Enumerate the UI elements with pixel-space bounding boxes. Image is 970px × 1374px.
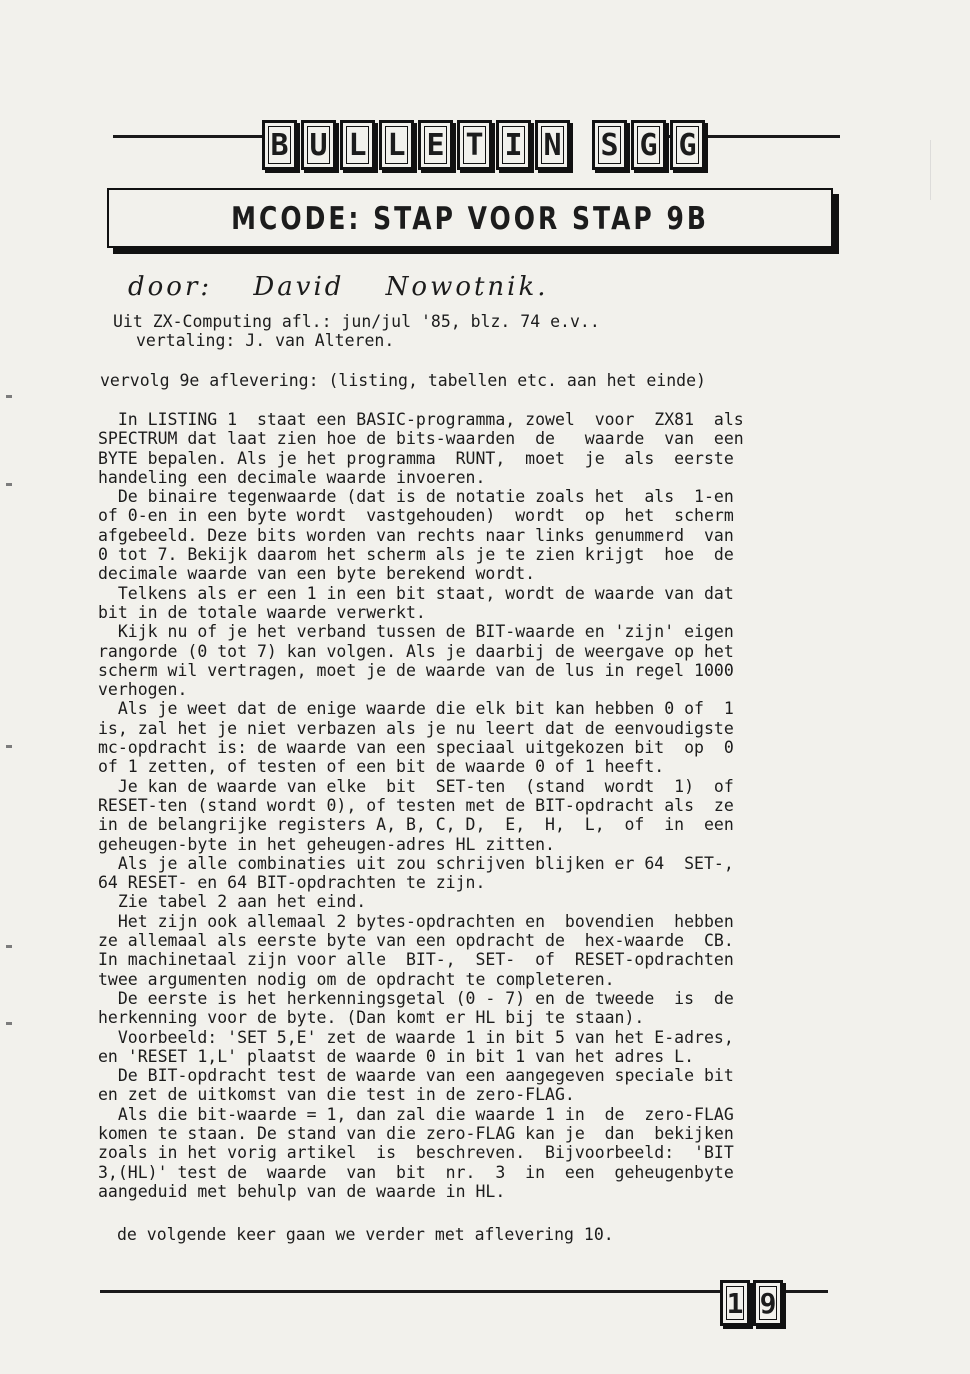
body-line: 0 tot 7. Bekijk daarom het scherm als je te zien krijgt hoe de	[98, 545, 734, 565]
body-line: rangorde (0 tot 7) kan volgen. Als je daarbij de weergave op het	[98, 641, 734, 661]
masthead-letter: I	[496, 120, 531, 170]
article-title-box	[107, 188, 833, 248]
binding-mark	[6, 945, 12, 948]
body-line: scherm wil vertragen, moet je de waarde van de lus in regel 1000	[98, 660, 734, 680]
body-line: afgebeeld. Deze bits worden van rechts naar links genummerd van	[98, 525, 734, 545]
paper-bleed-mark	[930, 140, 955, 200]
author-last-name: Nowotnik.	[385, 272, 549, 302]
binding-mark	[6, 745, 12, 748]
page-number-digit: 1	[720, 1280, 750, 1326]
body-line: Het zijn ook allemaal 2 bytes-opdrachten en bovendien hebben	[98, 911, 734, 931]
body-line: in de belangrijke registers A, B, C, D, E, H, L, of in een	[98, 815, 734, 835]
masthead-spacer	[574, 120, 588, 170]
masthead-letter: U	[301, 120, 336, 170]
binding-mark	[6, 1022, 12, 1025]
body-line: herkenning voor de byte. (Dan komt er HL bij te staan).	[98, 1008, 645, 1028]
translator-line: vertaling: J. van Alteren.	[136, 331, 395, 350]
body-line: BYTE bepalen. Als je het programma RUNT, moet je als eerste	[98, 448, 734, 468]
masthead-letter: N	[535, 120, 570, 170]
body-line: mc-opdracht is: de waarde van een speciaal uitgekozen bit op 0	[98, 738, 734, 758]
author-prefix: door:	[128, 272, 213, 302]
body-line: en zet de uitkomst van die test in de zero-FLAG.	[98, 1085, 575, 1105]
body-line: zoals in het vorig artikel is beschreven. Bijvoorbeeld: 'BIT	[98, 1143, 734, 1163]
body-line: 3,(HL)' test de waarde van bit nr. 3 in een geheugenbyte	[98, 1162, 734, 1182]
body-line: komen te staan. De stand van die zero-FLAG kan je dan bekijken	[98, 1123, 734, 1143]
article-title: MCODE: STAP VOOR STAP 9B	[231, 199, 709, 237]
binding-mark	[6, 483, 12, 486]
masthead-letter: G	[631, 120, 666, 170]
binding-mark	[6, 395, 12, 398]
body-line: Kijk nu of je het verband tussen de BIT-waarde en 'zijn' eigen	[98, 622, 734, 642]
body-line: of 0-en in een byte wordt vastgehouden) wordt op het scherm	[98, 506, 734, 526]
body-line: decimale waarde van een byte berekend wordt.	[98, 564, 536, 584]
body-line: In machinetaal zijn voor alle BIT-, SET- of RESET-opdrachten	[98, 950, 734, 970]
masthead-letter: G	[670, 120, 705, 170]
body-line: geheugen-byte in het geheugen-adres HL zitten.	[98, 834, 555, 854]
body-line: Voorbeeld: 'SET 5,E' zet de waarde 1 in bit 5 van het E-adres,	[98, 1027, 734, 1047]
masthead-logo	[262, 120, 705, 170]
author-first-name: David	[253, 272, 345, 302]
intro-line: vervolg 9e aflevering: (listing, tabellen etc. aan het einde)	[100, 371, 706, 390]
body-line: De binaire tegenwaarde (dat is de notatie zoals het als 1-en	[98, 487, 734, 507]
body-line: Als die bit-waarde = 1, dan zal die waarde 1 in de zero-FLAG	[98, 1104, 734, 1124]
body-line: of 1 zetten, of testen of een bit de waarde 0 of 1 heeft.	[98, 757, 665, 777]
author-line	[128, 272, 549, 302]
body-line: twee argumenten nodig om de opdracht te completeren.	[98, 969, 615, 989]
body-line: Zie tabel 2 aan het eind.	[98, 892, 367, 912]
body-line: SPECTRUM dat laat zien hoe de bits-waarden de waarde van een	[98, 429, 744, 449]
footer-rule	[100, 1290, 720, 1293]
masthead-letter: L	[379, 120, 414, 170]
body-line: De eerste is het herkenningsgetal (0 - 7) en de tweede is de	[98, 988, 734, 1008]
masthead-letter: E	[418, 120, 453, 170]
body-line: bit in de totale waarde verwerkt.	[98, 602, 426, 622]
body-line: Als je weet dat de enige waarde die elk bit kan hebben 0 of 1	[98, 699, 734, 719]
masthead-letter: L	[340, 120, 375, 170]
footer-rule-right	[778, 1290, 828, 1293]
body-line: Als je alle combinaties uit zou schrijven blijken er 64 SET-,	[98, 853, 734, 873]
source-line: Uit ZX-Computing afl.: jun/jul '85, blz. 74 e.v..	[113, 312, 600, 331]
closing-line: de volgende keer gaan we verder met aflevering 10.	[117, 1225, 614, 1244]
body-line: is, zal het je niet verbazen als je nu leert dat de eenvoudigste	[98, 718, 734, 738]
body-line: en 'RESET 1,L' plaatst de waarde 0 in bit 1 van het adres L.	[98, 1046, 695, 1066]
masthead-letter: B	[262, 120, 297, 170]
body-line: aangeduid met behulp van de waarde in HL.	[98, 1181, 506, 1201]
body-line: 64 RESET- en 64 BIT-opdrachten te zijn.	[98, 873, 486, 893]
body-line: Je kan de waarde van elke bit SET-ten (stand wordt 1) of	[98, 776, 734, 796]
body-line: verhogen.	[98, 680, 188, 700]
body-line: ze allemaal als eerste byte van een opdracht de hex-waarde CB.	[98, 931, 734, 951]
body-line: Telkens als er een 1 in een bit staat, wordt de waarde van dat	[98, 583, 734, 603]
article-body	[98, 410, 842, 1201]
masthead-letter: S	[592, 120, 627, 170]
body-line: In LISTING 1 staat een BASIC-programma, zowel voor ZX81 als	[98, 410, 744, 429]
masthead-rule-left	[113, 135, 263, 138]
body-line: handeling een decimale waarde invoeren.	[98, 467, 486, 487]
page-number	[720, 1280, 783, 1326]
body-line: De BIT-opdracht test de waarde van een aangegeven speciale bit	[98, 1066, 734, 1086]
masthead-letter: T	[457, 120, 492, 170]
body-line: RESET-ten (stand wordt 0), of testen met de BIT-opdracht als ze	[98, 795, 734, 815]
page-number-digit: 9	[753, 1280, 783, 1326]
